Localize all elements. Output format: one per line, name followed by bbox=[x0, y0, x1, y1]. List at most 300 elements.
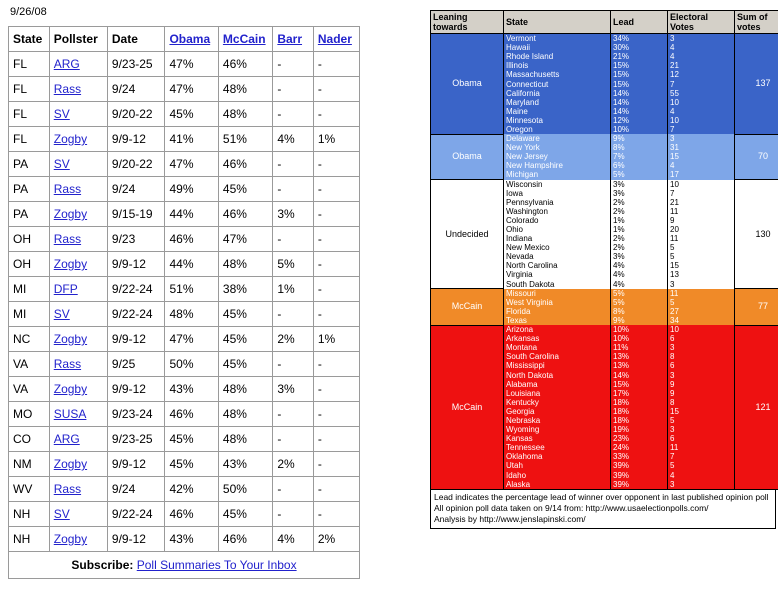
cell-pollster-link[interactable]: Rass bbox=[53, 357, 82, 371]
ec-cell-lead: 21% bbox=[611, 52, 668, 61]
cell-pollster[interactable] bbox=[49, 302, 107, 327]
ec-cell-electoral-votes: 3 bbox=[668, 480, 735, 490]
ec-cell-electoral-votes: 8 bbox=[668, 352, 735, 361]
ec-table-row bbox=[431, 289, 778, 298]
cell-obama: 42% bbox=[165, 477, 218, 502]
ec-cell-electoral-votes: 15 bbox=[668, 261, 735, 270]
cell-state: FL bbox=[9, 127, 50, 152]
cell-mccain: 48% bbox=[218, 402, 272, 427]
cell-pollster[interactable] bbox=[49, 152, 107, 177]
ec-cell-electoral-votes: 6 bbox=[668, 361, 735, 370]
ec-group-leaning: Undecided bbox=[431, 180, 504, 289]
subscribe-row bbox=[9, 552, 360, 579]
cell-mccain: 46% bbox=[218, 527, 272, 552]
cell-barr: 5% bbox=[273, 252, 314, 277]
cell-obama: 45% bbox=[165, 427, 218, 452]
ec-cell-electoral-votes: 13 bbox=[668, 270, 735, 279]
ec-cell-state: Texas bbox=[504, 316, 611, 325]
cell-pollster-link[interactable]: ARG bbox=[53, 57, 80, 71]
ec-cell-lead: 19% bbox=[611, 425, 668, 434]
ec-cell-state: Arkansas bbox=[504, 334, 611, 343]
ec-cell-lead: 30% bbox=[611, 43, 668, 52]
cell-date: 9/23 bbox=[107, 227, 165, 252]
ec-cell-state: New Hampshire bbox=[504, 161, 611, 170]
cell-pollster[interactable] bbox=[49, 227, 107, 252]
ec-cell-electoral-votes: 55 bbox=[668, 89, 735, 98]
table-row bbox=[9, 377, 360, 402]
electoral-college-panel bbox=[430, 10, 770, 529]
ec-cell-electoral-votes: 4 bbox=[668, 107, 735, 116]
cell-date: 9/20-22 bbox=[107, 102, 165, 127]
cell-state: MI bbox=[9, 302, 50, 327]
cell-date: 9/9-12 bbox=[107, 327, 165, 352]
cell-state: FL bbox=[9, 77, 50, 102]
ec-cell-state: New Jersey bbox=[504, 152, 611, 161]
cell-barr: 1% bbox=[273, 277, 314, 302]
ec-column-header-sum: Sum of votes bbox=[735, 11, 778, 34]
cell-obama: 46% bbox=[165, 402, 218, 427]
footnotes bbox=[430, 490, 776, 529]
ec-cell-lead: 2% bbox=[611, 234, 668, 243]
ec-cell-lead: 2% bbox=[611, 207, 668, 216]
ec-cell-electoral-votes: 4 bbox=[668, 52, 735, 61]
cell-barr: - bbox=[273, 427, 314, 452]
ec-cell-lead: 8% bbox=[611, 143, 668, 152]
cell-date: 9/22-24 bbox=[107, 502, 165, 527]
subscribe-cell bbox=[9, 552, 360, 579]
cell-pollster[interactable] bbox=[49, 502, 107, 527]
ec-cell-state: Massachusetts bbox=[504, 70, 611, 79]
ec-cell-electoral-votes: 9 bbox=[668, 389, 735, 398]
ec-cell-electoral-votes: 3 bbox=[668, 134, 735, 143]
column-header-barr[interactable] bbox=[273, 27, 314, 52]
table-row bbox=[9, 402, 360, 427]
ec-cell-electoral-votes: 6 bbox=[668, 434, 735, 443]
cell-state: MO bbox=[9, 402, 50, 427]
cell-mccain: 46% bbox=[218, 52, 272, 77]
cell-pollster[interactable] bbox=[49, 77, 107, 102]
ec-cell-state: Iowa bbox=[504, 189, 611, 198]
ec-cell-lead: 39% bbox=[611, 461, 668, 470]
cell-pollster[interactable] bbox=[49, 527, 107, 552]
cell-obama: 44% bbox=[165, 252, 218, 277]
cell-obama: 47% bbox=[165, 77, 218, 102]
ec-cell-state: Alaska bbox=[504, 480, 611, 490]
ec-cell-state: Kentucky bbox=[504, 398, 611, 407]
cell-state: OH bbox=[9, 227, 50, 252]
ec-cell-lead: 4% bbox=[611, 270, 668, 279]
ec-cell-lead: 14% bbox=[611, 370, 668, 379]
ec-cell-lead: 3% bbox=[611, 252, 668, 261]
cell-date: 9/22-24 bbox=[107, 277, 165, 302]
table-row bbox=[9, 277, 360, 302]
ec-cell-electoral-votes: 11 bbox=[668, 207, 735, 216]
ec-cell-lead: 18% bbox=[611, 398, 668, 407]
ec-cell-state: Wyoming bbox=[504, 425, 611, 434]
ec-cell-state: Nevada bbox=[504, 252, 611, 261]
cell-pollster-link[interactable]: Rass bbox=[53, 232, 82, 246]
ec-cell-state: Virginia bbox=[504, 270, 611, 279]
ec-cell-lead: 18% bbox=[611, 416, 668, 425]
cell-pollster-link[interactable]: Zogby bbox=[53, 382, 88, 396]
table-row bbox=[9, 352, 360, 377]
cell-pollster-link[interactable]: DFP bbox=[53, 282, 78, 296]
cell-state: VA bbox=[9, 377, 50, 402]
cell-date: 9/15-19 bbox=[107, 202, 165, 227]
ec-cell-lead: 33% bbox=[611, 452, 668, 461]
ec-cell-electoral-votes: 34 bbox=[668, 316, 735, 325]
column-header-mccain-link[interactable]: McCain bbox=[222, 32, 266, 46]
ec-group-leaning: Obama bbox=[431, 134, 504, 179]
ec-cell-state: Delaware bbox=[504, 134, 611, 143]
cell-pollster-link[interactable]: SV bbox=[53, 507, 70, 521]
ec-cell-lead: 34% bbox=[611, 34, 668, 44]
ec-cell-electoral-votes: 8 bbox=[668, 398, 735, 407]
cell-pollster-link[interactable]: SV bbox=[53, 307, 70, 321]
cell-pollster-link[interactable]: Zogby bbox=[53, 132, 88, 146]
ec-cell-electoral-votes: 3 bbox=[668, 425, 735, 434]
cell-nader: - bbox=[313, 202, 359, 227]
ec-cell-lead: 9% bbox=[611, 134, 668, 143]
table-header-row bbox=[9, 27, 360, 52]
cell-nader: - bbox=[313, 77, 359, 102]
cell-obama: 46% bbox=[165, 502, 218, 527]
cell-date: 9/22-24 bbox=[107, 302, 165, 327]
ec-cell-lead: 3% bbox=[611, 180, 668, 189]
column-header-barr-link[interactable]: Barr bbox=[277, 32, 303, 46]
cell-state: FL bbox=[9, 102, 50, 127]
ec-group-sum: 137 bbox=[735, 34, 778, 135]
cell-barr: 4% bbox=[273, 127, 314, 152]
cell-pollster-link[interactable]: Zogby bbox=[53, 532, 88, 546]
cell-state: VA bbox=[9, 352, 50, 377]
ec-cell-state: Oregon bbox=[504, 125, 611, 134]
ec-cell-electoral-votes: 4 bbox=[668, 471, 735, 480]
cell-nader: 1% bbox=[313, 327, 359, 352]
ec-table-row bbox=[431, 325, 778, 334]
cell-state: WV bbox=[9, 477, 50, 502]
cell-pollster-link[interactable]: SV bbox=[53, 157, 70, 171]
ec-group-leaning: McCain bbox=[431, 289, 504, 325]
ec-cell-electoral-votes: 10 bbox=[668, 98, 735, 107]
cell-obama: 50% bbox=[165, 352, 218, 377]
ec-cell-electoral-votes: 27 bbox=[668, 307, 735, 316]
ec-cell-state: Florida bbox=[504, 307, 611, 316]
ec-cell-electoral-votes: 9 bbox=[668, 380, 735, 389]
cell-date: 9/23-24 bbox=[107, 402, 165, 427]
polls-table-body bbox=[9, 52, 360, 552]
ec-cell-state: Connecticut bbox=[504, 79, 611, 88]
cell-mccain: 48% bbox=[218, 377, 272, 402]
cell-date: 9/20-22 bbox=[107, 152, 165, 177]
cell-state: NH bbox=[9, 502, 50, 527]
ec-cell-state: Arizona bbox=[504, 325, 611, 334]
cell-state: OH bbox=[9, 252, 50, 277]
table-row bbox=[9, 102, 360, 127]
ec-cell-electoral-votes: 20 bbox=[668, 225, 735, 234]
cell-pollster[interactable] bbox=[49, 477, 107, 502]
cell-pollster[interactable] bbox=[49, 352, 107, 377]
ec-cell-lead: 18% bbox=[611, 407, 668, 416]
table-row bbox=[9, 52, 360, 77]
cell-pollster-link[interactable]: Rass bbox=[53, 82, 82, 96]
ec-cell-electoral-votes: 12 bbox=[668, 70, 735, 79]
column-header-mccain[interactable] bbox=[218, 27, 272, 52]
footnote-line: Analysis by http://www.jenslapinski.com/ bbox=[434, 513, 586, 524]
cell-nader: - bbox=[313, 52, 359, 77]
cell-pollster[interactable] bbox=[49, 402, 107, 427]
cell-pollster[interactable] bbox=[49, 327, 107, 352]
cell-nader: - bbox=[313, 177, 359, 202]
cell-pollster[interactable] bbox=[49, 452, 107, 477]
cell-mccain: 45% bbox=[218, 352, 272, 377]
table-row bbox=[9, 252, 360, 277]
cell-barr: - bbox=[273, 102, 314, 127]
cell-date: 9/9-12 bbox=[107, 527, 165, 552]
ec-cell-electoral-votes: 7 bbox=[668, 79, 735, 88]
cell-pollster[interactable] bbox=[49, 127, 107, 152]
column-header-pollster bbox=[49, 27, 107, 52]
cell-obama: 45% bbox=[165, 102, 218, 127]
cell-pollster-link[interactable]: Zogby bbox=[53, 457, 88, 471]
ec-cell-lead: 15% bbox=[611, 380, 668, 389]
cell-barr: - bbox=[273, 77, 314, 102]
cell-nader: - bbox=[313, 102, 359, 127]
ec-group-sum: 121 bbox=[735, 325, 778, 489]
ec-cell-lead: 14% bbox=[611, 98, 668, 107]
ec-cell-electoral-votes: 9 bbox=[668, 216, 735, 225]
column-header-nader-link[interactable]: Nader bbox=[317, 32, 352, 46]
ec-cell-electoral-votes: 5 bbox=[668, 298, 735, 307]
cell-mccain: 48% bbox=[218, 252, 272, 277]
electoral-votes-table bbox=[430, 10, 778, 490]
ec-cell-state: Kansas bbox=[504, 434, 611, 443]
ec-cell-lead: 9% bbox=[611, 316, 668, 325]
ec-cell-electoral-votes: 15 bbox=[668, 152, 735, 161]
ec-cell-electoral-votes: 5 bbox=[668, 416, 735, 425]
cell-mccain: 43% bbox=[218, 452, 272, 477]
ec-cell-state: Tennessee bbox=[504, 443, 611, 452]
cell-obama: 51% bbox=[165, 277, 218, 302]
cell-date: 9/9-12 bbox=[107, 252, 165, 277]
ec-cell-lead: 5% bbox=[611, 298, 668, 307]
cell-state: NH bbox=[9, 527, 50, 552]
cell-mccain: 45% bbox=[218, 177, 272, 202]
cell-obama: 45% bbox=[165, 452, 218, 477]
cell-barr: - bbox=[273, 52, 314, 77]
ec-cell-state: New Mexico bbox=[504, 243, 611, 252]
ec-column-header-leaning: Leaning towards bbox=[431, 11, 504, 34]
cell-mccain: 45% bbox=[218, 327, 272, 352]
ec-cell-state: Idaho bbox=[504, 471, 611, 480]
subscribe-label: Subscribe: bbox=[71, 558, 134, 572]
cell-barr: 2% bbox=[273, 452, 314, 477]
ec-cell-state: Ohio bbox=[504, 225, 611, 234]
ec-cell-state: Wisconsin bbox=[504, 180, 611, 189]
cell-state: CO bbox=[9, 427, 50, 452]
column-header-nader[interactable] bbox=[313, 27, 359, 52]
ec-cell-lead: 39% bbox=[611, 480, 668, 490]
ec-cell-state: South Dakota bbox=[504, 280, 611, 289]
cell-pollster-link[interactable]: Rass bbox=[53, 482, 82, 496]
table-row bbox=[9, 152, 360, 177]
ec-cell-lead: 15% bbox=[611, 79, 668, 88]
cell-pollster[interactable] bbox=[49, 52, 107, 77]
cell-state: NC bbox=[9, 327, 50, 352]
ec-cell-state: Louisiana bbox=[504, 389, 611, 398]
cell-pollster-link[interactable]: Zogby bbox=[53, 207, 88, 221]
ec-table-row bbox=[431, 34, 778, 44]
cell-pollster-link[interactable]: ARG bbox=[53, 432, 80, 446]
ec-column-header-lead: Lead bbox=[611, 11, 668, 34]
table-row bbox=[9, 427, 360, 452]
ec-group-leaning: Obama bbox=[431, 34, 504, 135]
cell-pollster[interactable] bbox=[49, 252, 107, 277]
cell-date: 9/9-12 bbox=[107, 452, 165, 477]
ec-table-row bbox=[431, 134, 778, 143]
cell-pollster[interactable] bbox=[49, 427, 107, 452]
ec-cell-electoral-votes: 10 bbox=[668, 180, 735, 189]
ec-cell-state: California bbox=[504, 89, 611, 98]
ec-cell-electoral-votes: 31 bbox=[668, 143, 735, 152]
ec-cell-electoral-votes: 10 bbox=[668, 325, 735, 334]
cell-obama: 47% bbox=[165, 152, 218, 177]
ec-cell-state: Colorado bbox=[504, 216, 611, 225]
cell-nader: - bbox=[313, 352, 359, 377]
ec-group-sum: 70 bbox=[735, 134, 778, 179]
ec-cell-lead: 11% bbox=[611, 343, 668, 352]
ec-group-sum: 77 bbox=[735, 289, 778, 325]
ec-group-sum: 130 bbox=[735, 180, 778, 289]
ec-cell-state: Pennsylvania bbox=[504, 198, 611, 207]
cell-nader: - bbox=[313, 152, 359, 177]
ec-cell-state: North Carolina bbox=[504, 261, 611, 270]
cell-state: PA bbox=[9, 177, 50, 202]
cell-obama: 43% bbox=[165, 527, 218, 552]
column-header-obama-link[interactable]: Obama bbox=[169, 32, 211, 46]
cell-nader: - bbox=[313, 427, 359, 452]
ec-cell-lead: 10% bbox=[611, 334, 668, 343]
cell-date: 9/24 bbox=[107, 477, 165, 502]
ec-cell-electoral-votes: 5 bbox=[668, 243, 735, 252]
cell-barr: 2% bbox=[273, 327, 314, 352]
ec-cell-electoral-votes: 7 bbox=[668, 452, 735, 461]
ec-cell-lead: 4% bbox=[611, 261, 668, 270]
cell-date: 9/9-12 bbox=[107, 127, 165, 152]
cell-mccain: 46% bbox=[218, 202, 272, 227]
ec-cell-lead: 5% bbox=[611, 289, 668, 298]
ec-table-body bbox=[431, 34, 778, 490]
cell-date: 9/23-25 bbox=[107, 52, 165, 77]
table-row bbox=[9, 177, 360, 202]
cell-obama: 48% bbox=[165, 302, 218, 327]
table-row bbox=[9, 302, 360, 327]
ec-cell-lead: 39% bbox=[611, 471, 668, 480]
table-row bbox=[9, 502, 360, 527]
cell-pollster-link[interactable]: Zogby bbox=[53, 257, 88, 271]
ec-cell-electoral-votes: 21 bbox=[668, 61, 735, 70]
ec-header-row bbox=[431, 11, 778, 34]
column-header-date-label: Date bbox=[111, 32, 138, 46]
ec-cell-lead: 17% bbox=[611, 389, 668, 398]
page-date: 9/26/08 bbox=[10, 6, 47, 18]
cell-obama: 47% bbox=[165, 52, 218, 77]
ec-cell-lead: 2% bbox=[611, 243, 668, 252]
subscribe-link[interactable]: Poll Summaries To Your Inbox bbox=[136, 558, 297, 572]
footnote-line: All opinion poll data taken on 9/14 from: http://www.usaelectionpolls.com/ bbox=[434, 502, 709, 513]
cell-barr: 4% bbox=[273, 527, 314, 552]
ec-cell-lead: 23% bbox=[611, 434, 668, 443]
cell-pollster[interactable] bbox=[49, 177, 107, 202]
ec-cell-state: Maryland bbox=[504, 98, 611, 107]
ec-cell-state: Georgia bbox=[504, 407, 611, 416]
ec-cell-electoral-votes: 11 bbox=[668, 289, 735, 298]
footnote-line: Lead indicates the percentage lead of winner over opponent in last published opinion poll bbox=[434, 491, 769, 502]
ec-cell-lead: 14% bbox=[611, 89, 668, 98]
ec-cell-lead: 10% bbox=[611, 125, 668, 134]
cell-pollster[interactable] bbox=[49, 102, 107, 127]
table-row bbox=[9, 452, 360, 477]
ec-cell-lead: 5% bbox=[611, 170, 668, 179]
cell-date: 9/24 bbox=[107, 177, 165, 202]
cell-pollster-link[interactable]: SUSA bbox=[53, 407, 87, 421]
cell-obama: 43% bbox=[165, 377, 218, 402]
ec-cell-state: South Carolina bbox=[504, 352, 611, 361]
cell-pollster[interactable] bbox=[49, 277, 107, 302]
cell-barr: - bbox=[273, 227, 314, 252]
cell-pollster-link[interactable]: SV bbox=[53, 107, 70, 121]
ec-cell-electoral-votes: 17 bbox=[668, 170, 735, 179]
cell-pollster[interactable] bbox=[49, 202, 107, 227]
cell-nader: - bbox=[313, 252, 359, 277]
ec-cell-lead: 12% bbox=[611, 116, 668, 125]
cell-pollster-link[interactable]: Zogby bbox=[53, 332, 88, 346]
cell-mccain: 48% bbox=[218, 102, 272, 127]
ec-cell-lead: 1% bbox=[611, 225, 668, 234]
ec-cell-state: Vermont bbox=[504, 34, 611, 44]
cell-state: MI bbox=[9, 277, 50, 302]
ec-cell-state: Minnesota bbox=[504, 116, 611, 125]
cell-state: PA bbox=[9, 202, 50, 227]
cell-barr: - bbox=[273, 177, 314, 202]
ec-cell-lead: 2% bbox=[611, 198, 668, 207]
cell-state: PA bbox=[9, 152, 50, 177]
cell-date: 9/25 bbox=[107, 352, 165, 377]
cell-date: 9/23-25 bbox=[107, 427, 165, 452]
cell-nader: - bbox=[313, 477, 359, 502]
ec-cell-state: Hawaii bbox=[504, 43, 611, 52]
column-header-state bbox=[9, 27, 50, 52]
table-row bbox=[9, 227, 360, 252]
ec-cell-electoral-votes: 5 bbox=[668, 461, 735, 470]
table-row bbox=[9, 202, 360, 227]
table-row bbox=[9, 477, 360, 502]
ec-cell-electoral-votes: 6 bbox=[668, 334, 735, 343]
cell-pollster-link[interactable]: Rass bbox=[53, 182, 82, 196]
ec-cell-electoral-votes: 10 bbox=[668, 116, 735, 125]
ec-cell-lead: 15% bbox=[611, 70, 668, 79]
cell-barr: - bbox=[273, 402, 314, 427]
cell-mccain: 48% bbox=[218, 77, 272, 102]
column-header-obama[interactable] bbox=[165, 27, 218, 52]
cell-pollster[interactable] bbox=[49, 377, 107, 402]
cell-mccain: 50% bbox=[218, 477, 272, 502]
polls-panel bbox=[8, 6, 368, 579]
ec-cell-lead: 4% bbox=[611, 280, 668, 289]
table-row bbox=[9, 327, 360, 352]
ec-cell-state: Montana bbox=[504, 343, 611, 352]
cell-nader: - bbox=[313, 227, 359, 252]
